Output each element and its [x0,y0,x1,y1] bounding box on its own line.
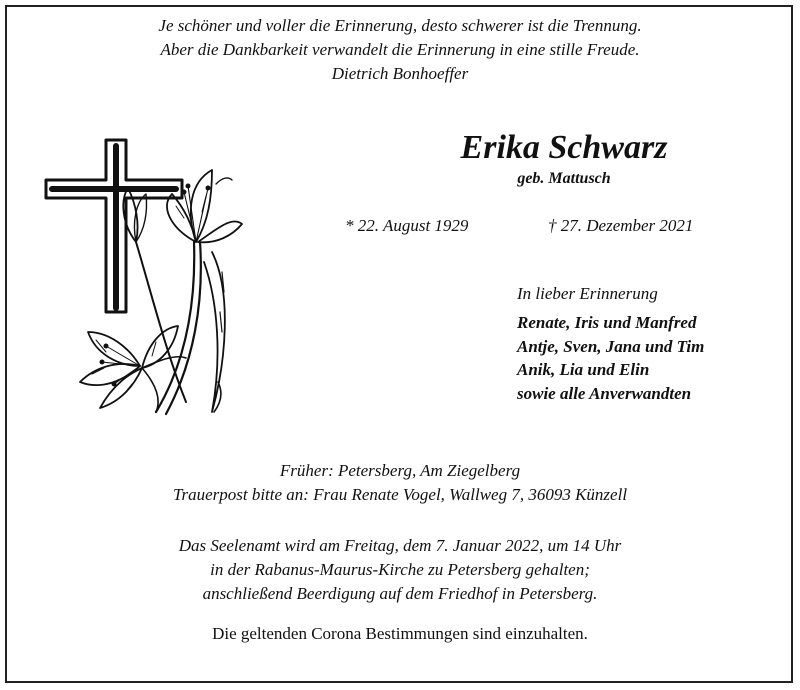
mourners-list [517,311,704,405]
remembrance-intro: In lieber Erinnerung [517,284,658,303]
service-line: in der Rabanus-Maurus-Kirche zu Petersberg gehalten; [210,560,590,579]
deceased-name: Erika Schwarz [460,129,668,166]
quote-author: Dietrich Bonhoeffer [331,64,469,83]
quote-line-1: Je schöner und voller die Erinnerung, desto schwerer ist die Trennung. [158,16,642,35]
death-date: † 27. Dezember 2021 [548,216,694,235]
former-address: Früher: Petersberg, Am Ziegelberg [279,461,521,480]
mourning-mail-address: Trauerpost bitte an: Frau Renate Vogel, Wallweg 7, 36093 Künzell [172,485,628,504]
service-info [0,534,800,606]
corona-note: Die geltenden Corona Bestimmungen sind einzuhalten. [212,624,588,643]
service-line: Das Seelenamt wird am Freitag, dem 7. Januar 2022, um 14 Uhr [178,536,622,555]
mourner-line: Antje, Sven, Jana und Tim [517,336,705,356]
mourner-line: Anik, Lia und Elin [517,360,650,379]
quote-line-2: Aber die Dankbarkeit verwandelt die Erinnerung in eine stille Freude. [160,40,640,59]
mourner-line: sowie alle Anverwandten [517,383,692,403]
address-block [0,459,800,507]
mourner-line: Renate, Iris und Manfred [517,313,697,332]
birth-date: * 22. August 1929 [345,216,469,235]
birth-name: geb. Mattusch [517,170,611,187]
cross-with-lilies-icon [36,132,244,422]
bonhoeffer-quote [0,14,800,86]
service-line: anschließend Beerdigung auf dem Friedhof in Petersberg. [202,584,598,603]
